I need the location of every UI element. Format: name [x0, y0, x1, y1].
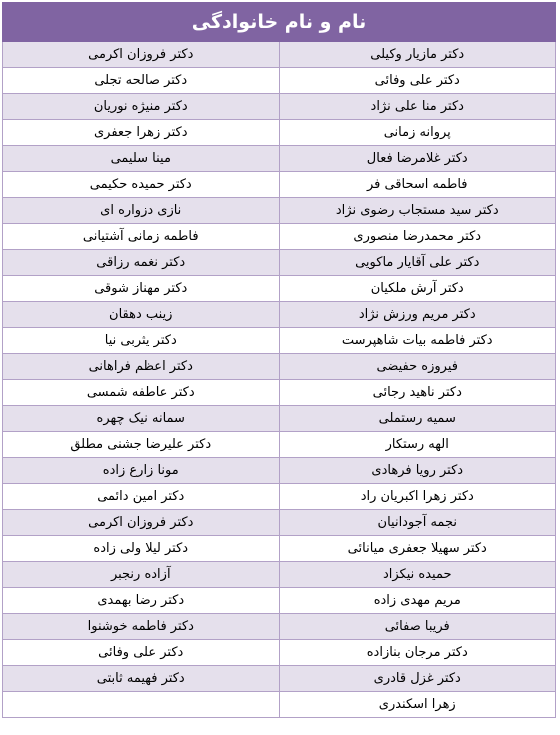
- name-cell-left: دکتر علیرضا جشنی مطلق: [3, 432, 280, 458]
- name-cell-right: دکتر سید مستجاب رضوی نژاد: [279, 198, 556, 224]
- name-cell-left: دکتر فروزان اکرمی: [3, 510, 280, 536]
- table-row: [3, 224, 556, 250]
- name-cell-left: دکتر رضا بهمدی: [3, 588, 280, 614]
- name-cell-left: مینا سلیمی: [3, 146, 280, 172]
- name-cell-left: نازی دزواره ای: [3, 198, 280, 224]
- name-cell-right: سمیه رستملی: [279, 406, 556, 432]
- name-cell-right: زهرا اسکندری: [279, 692, 556, 718]
- names-table: [2, 2, 556, 718]
- table-row: [3, 146, 556, 172]
- name-cell-right: دکتر علی وفائی: [279, 68, 556, 94]
- name-cell-left: دکتر امین دائمی: [3, 484, 280, 510]
- name-cell-left: زینب دهقان: [3, 302, 280, 328]
- name-cell-left: دکتر علی وفائی: [3, 640, 280, 666]
- name-cell-right: دکتر مرجان بنازاده: [279, 640, 556, 666]
- name-cell-left: دکتر عاطفه شمسی: [3, 380, 280, 406]
- table-row: [3, 42, 556, 68]
- name-cell-right: دکتر مریم ورزش نژاد: [279, 302, 556, 328]
- table-row: [3, 614, 556, 640]
- table-row: [3, 302, 556, 328]
- table-row: [3, 276, 556, 302]
- name-cell-right: دکتر آرش ملکیان: [279, 276, 556, 302]
- name-cell-right: فریبا صفائی: [279, 614, 556, 640]
- table-row: [3, 172, 556, 198]
- table-row: [3, 588, 556, 614]
- name-cell-left: سمانه نیک چهره: [3, 406, 280, 432]
- name-cell-left: دکتر فاطمه خوشنوا: [3, 614, 280, 640]
- name-cell-right: دکتر ناهید رجائی: [279, 380, 556, 406]
- names-table-container: [2, 2, 556, 718]
- table-row: [3, 198, 556, 224]
- table-row: [3, 94, 556, 120]
- name-cell-right: حمیده نیکزاد: [279, 562, 556, 588]
- table-row: [3, 666, 556, 692]
- table-row: [3, 458, 556, 484]
- table-row: [3, 536, 556, 562]
- table-row: [3, 432, 556, 458]
- name-cell-right: دکتر زهرا اکبریان راد: [279, 484, 556, 510]
- name-cell-left: دکتر نغمه رزاقی: [3, 250, 280, 276]
- table-row: [3, 510, 556, 536]
- table-header-row: [3, 3, 556, 42]
- name-cell-left: آزاده رنجبر: [3, 562, 280, 588]
- name-cell-right: دکتر رویا فرهادی: [279, 458, 556, 484]
- name-cell-left: دکتر صالحه تجلی: [3, 68, 280, 94]
- name-cell-left: دکتر زهرا جعفری: [3, 120, 280, 146]
- table-row: [3, 380, 556, 406]
- table-title: نام و نام خانوادگی: [3, 3, 556, 42]
- name-cell-left: فاطمه زمانی آشتیانی: [3, 224, 280, 250]
- name-cell-left: دکتر مهناز شوقی: [3, 276, 280, 302]
- name-cell-left: دکتر فهیمه ثابتی: [3, 666, 280, 692]
- table-row: [3, 120, 556, 146]
- name-cell-right: مریم مهدی زاده: [279, 588, 556, 614]
- table-row: [3, 250, 556, 276]
- name-cell-left: دکتر لیلا ولی زاده: [3, 536, 280, 562]
- name-cell-right: الهه رستکار: [279, 432, 556, 458]
- name-cell-right: پروانه زمانی: [279, 120, 556, 146]
- table-row: [3, 68, 556, 94]
- name-cell-right: دکتر محمدرضا منصوری: [279, 224, 556, 250]
- name-cell-right: دکتر سهیلا جعفری میانائی: [279, 536, 556, 562]
- name-cell-left: [3, 692, 280, 718]
- table-row: [3, 328, 556, 354]
- name-cell-left: دکتر یثربی نیا: [3, 328, 280, 354]
- table-row: [3, 562, 556, 588]
- table-body: [3, 42, 556, 718]
- name-cell-right: نجمه آجودانیان: [279, 510, 556, 536]
- name-cell-right: دکتر فاطمه بیات شاهپرست: [279, 328, 556, 354]
- table-row: [3, 692, 556, 718]
- name-cell-right: دکتر غلامرضا فعال: [279, 146, 556, 172]
- name-cell-left: دکتر حمیده حکیمی: [3, 172, 280, 198]
- table-row: [3, 406, 556, 432]
- table-row: [3, 640, 556, 666]
- name-cell-left: دکتر اعظم فراهانی: [3, 354, 280, 380]
- name-cell-right: دکتر علی آقایار ماکویی: [279, 250, 556, 276]
- name-cell-left: دکتر منیژه نوریان: [3, 94, 280, 120]
- name-cell-right: فاطمه اسحاقی فر: [279, 172, 556, 198]
- name-cell-left: مونا زارع زاده: [3, 458, 280, 484]
- name-cell-right: فیروزه حفیضی: [279, 354, 556, 380]
- name-cell-right: دکتر مازیار وکیلی: [279, 42, 556, 68]
- name-cell-right: دکتر منا علی نژاد: [279, 94, 556, 120]
- table-row: [3, 354, 556, 380]
- table-row: [3, 484, 556, 510]
- name-cell-right: دکتر غزل قادری: [279, 666, 556, 692]
- name-cell-left: دکتر فروزان اکرمی: [3, 42, 280, 68]
